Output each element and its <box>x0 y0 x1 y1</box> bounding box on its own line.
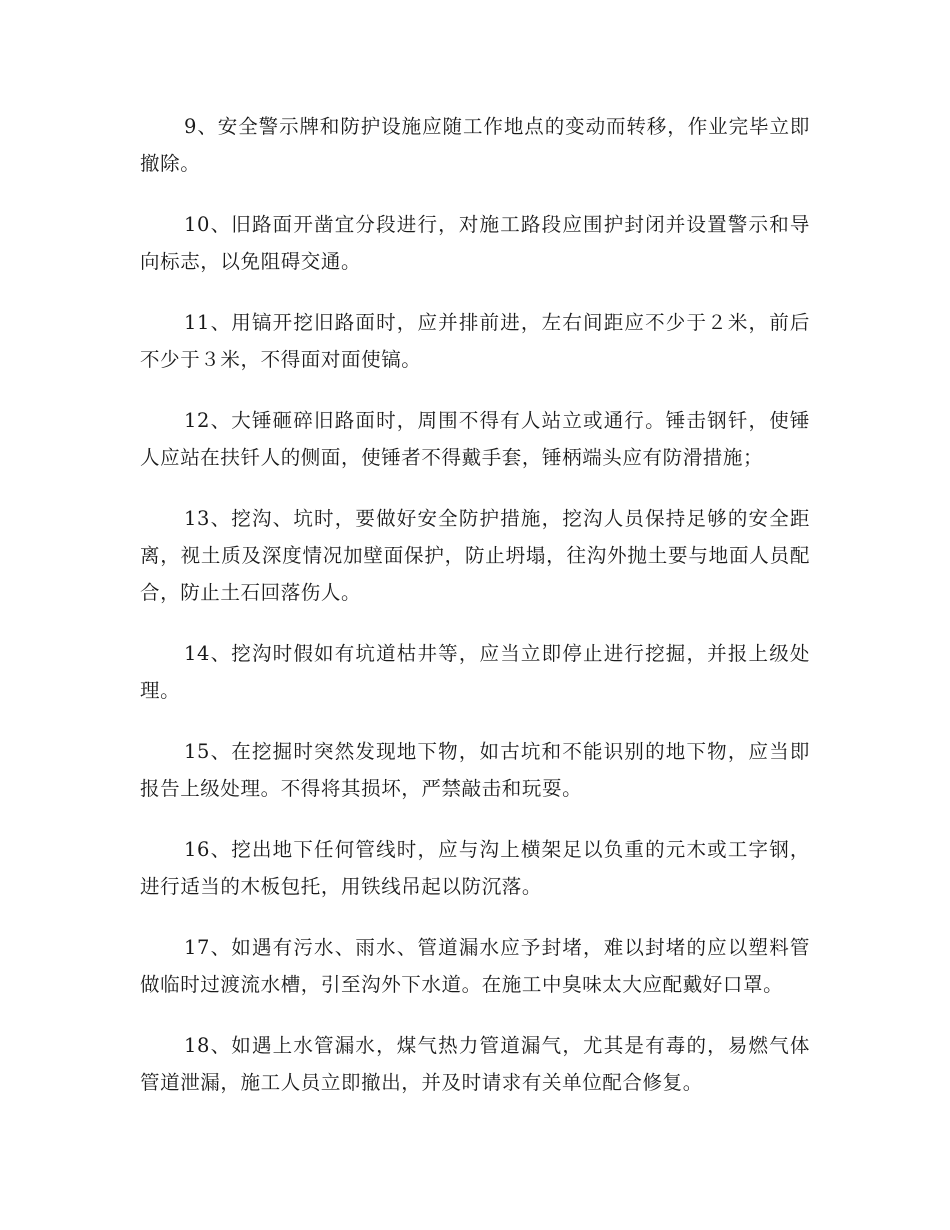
paragraph-item-11: 11、用镐开挖旧路面时，应并排前进，左右间距应不少于２米，前后不少于３米，不得面对面使镐。 <box>140 311 810 371</box>
paragraph-item-15: 15、在挖掘时突然发现地下物，如古坑和不能识别的地下物，应当即报告上级处理。不得将其损坏，严禁敲击和玩耍。 <box>140 740 810 800</box>
paragraph-item-13: 13、挖沟、坑时，要做好安全防护措施，挖沟人员保持足够的安全距离，视土质及深度情况加壁面保护，防止坍塌，往沟外抛土要与地面人员配合，防止土石回落伤人。 <box>140 507 810 604</box>
paragraph-item-9: 9、安全警示牌和防护设施应随工作地点的变动而转移，作业完毕立即撤除。 <box>140 115 810 175</box>
paragraph-item-18: 18、如遇上水管漏水，煤气热力管道漏气，尤其是有毒的，易燃气体管道泄漏，施工人员立即撤出，并及时请求有关单位配合修复。 <box>140 1034 810 1094</box>
paragraph-item-12: 12、大锤砸碎旧路面时，周围不得有人站立或通行。锤击钢钎，使锤人应站在扶钎人的侧面，使锤者不得戴手套，锤柄端头应有防滑措施； <box>140 409 810 469</box>
paragraph-item-10: 10、旧路面开凿宜分段进行，对施工路段应围护封闭并设置警示和导向标志，以免阻碍交通。 <box>140 213 810 273</box>
document-body <box>140 108 810 1125</box>
paragraph-item-14: 14、挖沟时假如有坑道枯井等，应当立即停止进行挖掘，并报上级处理。 <box>140 642 810 702</box>
paragraph-item-16: 16、挖出地下任何管线时，应与沟上横架足以负重的元木或工字钢，进行适当的木板包托，用铁线吊起以防沉落。 <box>140 838 810 898</box>
paragraph-item-17: 17、如遇有污水、雨水、管道漏水应予封堵，难以封堵的应以塑料管做临时过渡流水槽，引至沟外下水道。在施工中臭味太大应配戴好口罩。 <box>140 936 810 996</box>
